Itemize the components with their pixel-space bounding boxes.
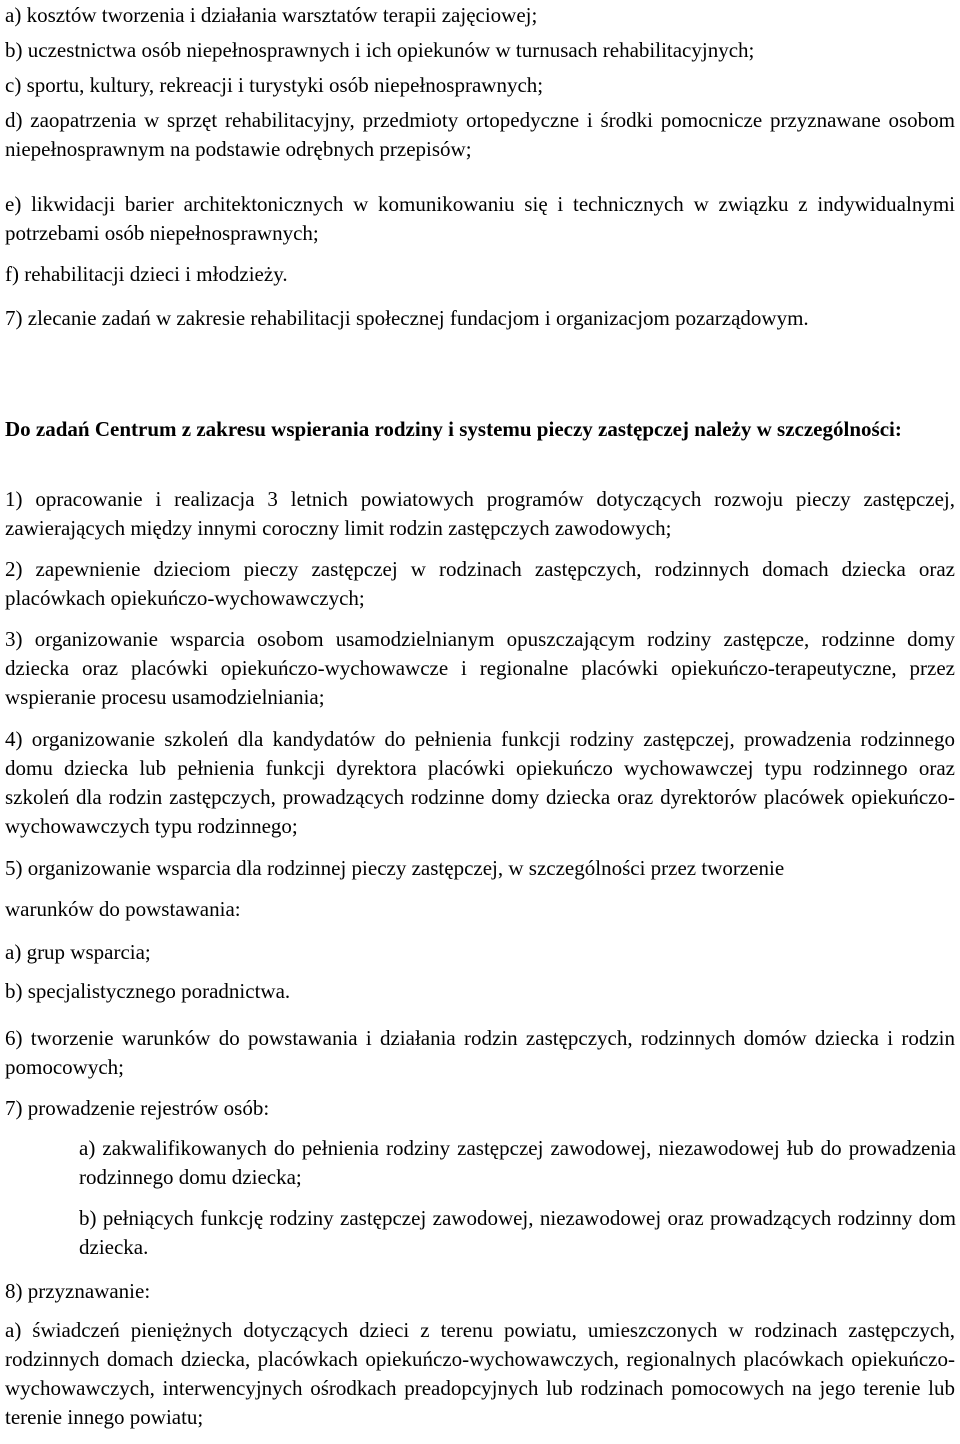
list-item: warunków do powstawania: <box>5 897 241 921</box>
list-item: a) kosztów tworzenia i działania warsztatów terapii zajęciowej; <box>5 3 538 27</box>
list-item: c) sportu, kultury, rekreacji i turystyki osób niepełnosprawnych; <box>5 73 544 97</box>
list-item: f) rehabilitacji dzieci i młodzieży. <box>5 262 288 286</box>
list-item: b) pełniących funkcję rodziny zastępczej zawodowej, niezawodowej oraz prowadzących rodzinny dom dziecka. <box>79 1206 956 1259</box>
list-item: 7) prowadzenie rejestrów osób: <box>5 1096 270 1120</box>
list-item: b) specjalistycznego poradnictwa. <box>5 979 291 1003</box>
list-item: 4) organizowanie szkoleń dla kandydatów do pełnienia funkcji rodziny zastępczej, prowadzenia rodzinnego domu dziecka lub pełnienia funkcji dyrektora placówki opiekuńczo wychowawczej typu rodzinnego oraz szkoleń dla rodzin zastępczych, prowadzących rodzinne domy dziecka oraz dyrektorów placówek opiekuńczo-wychowawczych typu rodzinnego; <box>5 727 955 838</box>
list-item: 3) organizowanie wsparcia osobom usamodzielnianym opuszczającym rodziny zastępcze, rodzinne domy dziecka oraz placówki opiekuńczo-wychowawcze i regionalne placówki opiekuńczo-terapeutyczne, przez wspieranie procesu usamodzielniania; <box>5 627 955 709</box>
list-item: 1) opracowanie i realizacja 3 letnich powiatowych programów dotyczących rozwoju pieczy zastępczej, zawierających między innymi coroczny limit rodzin zastępczych zawodowych; <box>5 487 955 540</box>
list-item: a) grup wsparcia; <box>5 940 151 964</box>
section-heading: Do zadań Centrum z zakresu wspierania rodziny i systemu pieczy zastępczej należy w szczególności: <box>5 417 902 441</box>
list-item: d) zaopatrzenia w sprzęt rehabilitacyjny, przedmioty ortopedyczne i środki pomocnicze przyznawane osobom niepełnosprawnym na podstawie odrębnych przepisów; <box>5 108 955 161</box>
list-item: 6) tworzenie warunków do powstawania i działania rodzin zastępczych, rodzinnych domów dziecka i rodzin pomocowych; <box>5 1026 955 1079</box>
list-item: a) zakwalifikowanych do pełnienia rodziny zastępczej zawodowej, niezawodowej łub do prowadzenia rodzinnego domu dziecka; <box>79 1136 956 1189</box>
list-item: 8) przyznawanie: <box>5 1279 151 1303</box>
list-item: 5) organizowanie wsparcia dla rodzinnej pieczy zastępczej, w szczególności przez tworzenie <box>5 856 785 880</box>
list-item: 2) zapewnienie dzieciom pieczy zastępczej w rodzinach zastępczych, rodzinnych domach dziecka oraz placówkach opiekuńczo-wychowawczych; <box>5 557 955 610</box>
list-item: 7) zlecanie zadań w zakresie rehabilitacji społecznej fundacjom i organizacjom pozarządowym. <box>5 306 809 330</box>
list-item: b) uczestnictwa osób niepełnosprawnych i ich opiekunów w turnusach rehabilitacyjnych; <box>5 38 755 62</box>
list-item: e) likwidacji barier architektonicznych w komunikowaniu się i technicznych w związku z indywidualnymi potrzebami osób niepełnosprawnych; <box>5 192 955 245</box>
list-item: a) świadczeń pieniężnych dotyczących dzieci z terenu powiatu, umieszczonych w rodzinach zastępczych, rodzinnych domach dziecka, placówkach opiekuńczo-wychowawczych, regionalnych placówkach opiekuńczo-wychowawczych, interwencyjnych ośrodkach preadopcyjnych lub rodzinach pomocowych na jego terenie lub terenie innego powiatu; <box>5 1318 955 1429</box>
